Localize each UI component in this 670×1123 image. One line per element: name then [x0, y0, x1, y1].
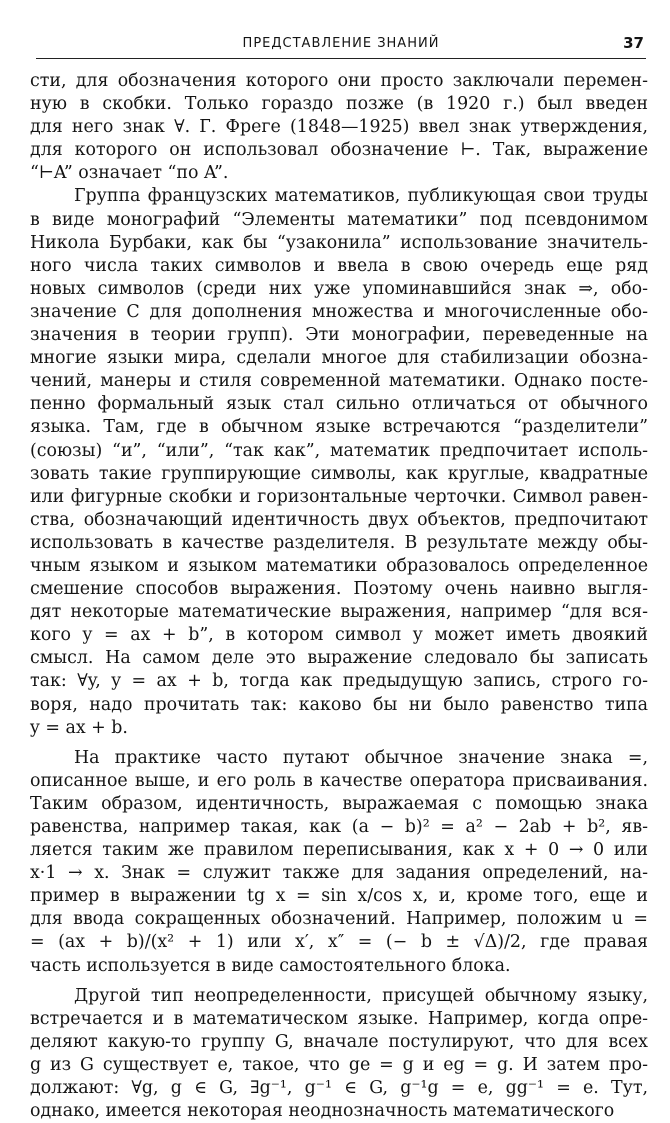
text-line: дят некоторые математические выражения, например “для вся-	[30, 602, 648, 623]
text-line: встречается и в математическом языке. Например, когда опре-	[30, 1008, 648, 1029]
text-line: сти, для обозначения которого они просто заключали перемен-	[30, 71, 648, 91]
text-line: чным языком и языком математики образовалось определенное	[30, 555, 648, 576]
text-line: значение C для дополнения множества и многочисленные обо-	[30, 301, 648, 322]
text-line: смешение способов выражения. Поэтому очень наивно выгля-	[30, 579, 648, 600]
text-line: зовать такие группирующие символы, как круглые, квадратные	[30, 463, 648, 484]
text-line: Группа французских математиков, публикующая свои труды	[74, 186, 648, 207]
text-line: x·1 → x. Знак = служит также для задания определений, на-	[30, 863, 648, 884]
text-line: (союзы) “и”, “или”, “так как”, математик предпочитает исполь-	[30, 440, 648, 461]
text-line: Таким образом, идентичность, выражаемая с помощью знака	[30, 793, 648, 814]
text-line: ного числа таких символов и ввела в свою очередь еще ряд	[30, 255, 648, 276]
text-line: пенно формальный язык стал сильно отличаться от обычного	[30, 394, 648, 415]
text-line: пример в выражении tg x = sin x/cos x, и, кроме того, еще и	[30, 886, 648, 907]
text-line: должают: ∀g, g ∈ G, ∃g⁻¹, g⁻¹ ∈ G, g⁻¹g = e, gg⁻¹ = e. Тут,	[30, 1078, 648, 1099]
text-line: y = ax + b.	[30, 717, 128, 738]
page-header	[36, 30, 646, 59]
body-text	[30, 70, 648, 1123]
text-line: для него знак ∀. Г. Фреге (1848—1925) ввел знак утверждения,	[30, 117, 648, 138]
text-line: значения в теории групп). Эти монографии, переведенные на	[30, 325, 648, 346]
text-line: “⊢A” означает “по A”.	[30, 163, 229, 184]
text-line: описанное выше, и его роль в качестве оператора присваивания.	[30, 770, 648, 791]
text-line: новых символов (среди них уже упоминавшийся знак ⇒, обо-	[30, 278, 648, 299]
text-line: однако, имеется некоторая неоднозначность математического	[30, 1101, 615, 1122]
text-line: кого y = ax + b”, в котором символ y может иметь двоякий	[30, 625, 648, 646]
text-line: языка. Там, где в обычном языке встречаются “разделители”	[30, 417, 648, 438]
text-line: Никола Бурбаки, как бы “узаконила” использование значитель-	[30, 232, 648, 253]
text-line: многие языки мира, сделали многое для стабилизации обозна-	[30, 348, 648, 369]
running-title: ПРЕДСТАВЛЕНИЕ ЗНАНИЙ	[242, 36, 440, 51]
text-line: равенства, например такая, как (a − b)² = a² − 2ab + b², яв-	[30, 817, 648, 837]
text-line: часть используется в виде самостоятельного блока.	[30, 955, 511, 976]
text-line: деляют какую-то группу G, вначале постулируют, что для всех	[30, 1031, 648, 1052]
text-line: или фигурные скобки и горизонтальные черточки. Символ равен-	[30, 486, 648, 507]
text-line: воря, надо прочитать так: каково бы ни было равенство типа	[30, 694, 648, 715]
text-line: чений, манеры и стиля современной математики. Однако посте-	[30, 371, 648, 392]
text-line: = (ax + b)/(x² + 1) или x′, x″ = (− b ± √Δ)/2, где правая	[30, 932, 648, 953]
text-line: ляется таким же правилом переписывания, как x + 0 → 0 или	[30, 840, 648, 861]
text-line: ную в скобки. Только гораздо позже (в 1920 г.) был введен	[30, 94, 648, 115]
text-line: ства, обозначающий идентичность двух объектов, предпочитают	[30, 509, 648, 530]
text-line: для которого он использовал обозначение ⊢. Так, выражение	[30, 140, 648, 161]
page-number: 37	[623, 34, 644, 52]
text-line: Другой тип неопределенности, присущей обычному языку,	[74, 985, 648, 1006]
text-line: так: ∀y, y = ax + b, тогда как предыдущую запись, строго го-	[30, 671, 648, 692]
text-line: использовать в качестве разделителя. В результате между обы-	[30, 532, 648, 553]
text-line: На практике часто путают обычное значение знака =,	[74, 747, 648, 768]
text-line: в виде монографий “Элементы математики” под псевдонимом	[30, 209, 648, 230]
text-line: для ввода сокращенных обозначений. Например, положим u =	[30, 909, 648, 930]
text-line: g из G существует e, такое, что ge = g и eg = g. И затем про-	[30, 1054, 648, 1075]
text-line: смысл. На самом деле это выражение следовало бы записать	[30, 648, 648, 669]
